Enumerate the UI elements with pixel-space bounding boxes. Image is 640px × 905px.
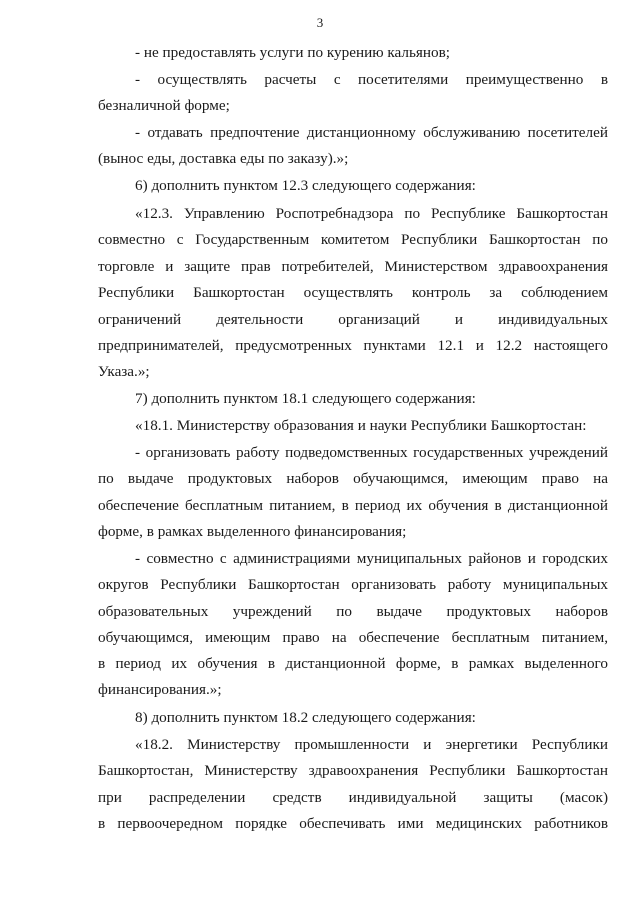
text-line-03: безналичной форме; [98, 97, 230, 114]
text-line-09: торговле и защите прав потребителей, Министерством здравоохранения [98, 258, 608, 275]
text-line-13: Указа.»; [98, 363, 150, 380]
text-line-10: Республики Башкортостан осуществлять контроль за соблюдением [98, 284, 608, 301]
text-line-20: - совместно с администрациями муниципальных районов и городских [135, 550, 608, 567]
text-line-24: в период их обучения в дистанционной форме, в рамках выделенного [98, 655, 608, 672]
text-line-27: «18.2. Министерству промышленности и энергетики Республики [135, 736, 608, 753]
text-line-18: обеспечение бесплатным питанием, в период их обучения в дистанционной [98, 497, 608, 514]
text-line-05: (вынос еды, доставка еды по заказу).»; [98, 150, 349, 167]
text-line-21: округов Республики Башкортостан организовать работу муниципальных [98, 576, 608, 593]
text-line-04: - отдавать предпочтение дистанционному обслуживанию посетителей [135, 124, 608, 141]
text-line-07: «12.3. Управлению Роспотребнадзора по Республике Башкортостан [135, 205, 608, 222]
text-line-23: обучающимся, имеющим право на обеспечение бесплатным питанием, [98, 629, 608, 646]
text-line-16: - организовать работу подведомственных государственных учреждений [135, 444, 608, 461]
text-line-30: в первоочередном порядке обеспечивать ими медицинских работников [98, 815, 608, 832]
text-line-11: ограничений деятельности организаций и индивидуальных [98, 311, 608, 328]
text-line-12: предпринимателей, предусмотренных пунктами 12.1 и 12.2 настоящего [98, 337, 608, 354]
text-line-25: финансирования.»; [98, 681, 222, 698]
text-line-29: при распределении средств индивидуальной защиты (масок) [98, 789, 608, 806]
text-line-26: 8) дополнить пунктом 18.2 следующего содержания: [135, 709, 476, 726]
text-line-28: Башкортостан, Министерству здравоохранения Республики Башкортостан [98, 762, 608, 779]
text-line-14: 7) дополнить пунктом 18.1 следующего содержания: [135, 390, 476, 407]
text-line-02: - осуществлять расчеты с посетителями преимущественно в [135, 71, 608, 88]
page-number: 3 [316, 15, 324, 30]
text-line-17: по выдаче продуктовых наборов обучающимся, имеющим право на [98, 470, 608, 487]
text-line-06: 6) дополнить пунктом 12.3 следующего содержания: [135, 177, 476, 194]
text-line-08: совместно с Государственным комитетом Республики Башкортостан по [98, 231, 608, 248]
text-line-15: «18.1. Министерству образования и науки Республики Башкортостан: [135, 417, 587, 434]
text-line-01: - не предоставлять услуги по курению кальянов; [135, 44, 450, 61]
text-line-19: форме, в рамках выделенного финансирования; [98, 523, 407, 540]
text-line-22: образовательных учреждений по выдаче продуктовых наборов [98, 603, 608, 620]
